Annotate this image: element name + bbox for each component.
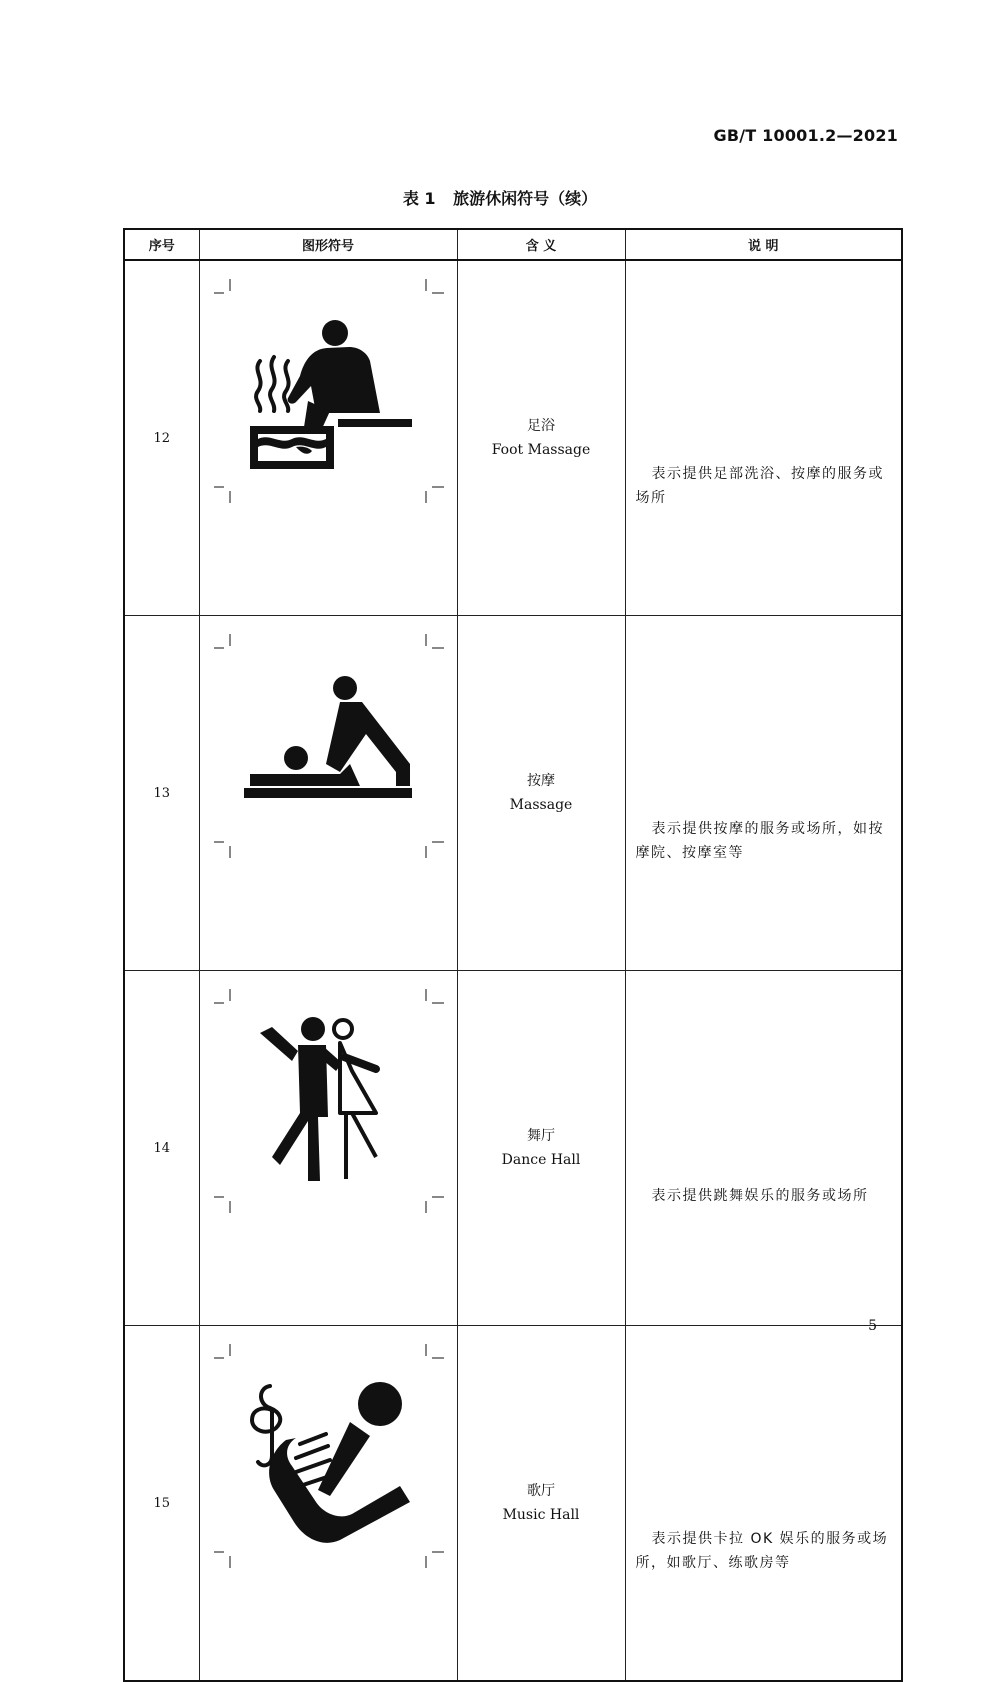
massage-icon <box>200 616 456 874</box>
description-cell <box>625 616 902 971</box>
column-header-meaning: 含 义 <box>457 229 625 260</box>
meaning-zh: 按摩 <box>527 773 555 789</box>
standard-code: GB/T 10001.2—2021 <box>713 126 898 145</box>
description-text: 表示提供跳舞娱乐的服务或场所 <box>651 1188 869 1204</box>
symbol-cell <box>199 1326 457 1682</box>
dance-hall-icon <box>200 971 456 1229</box>
meaning-zh: 歌厅 <box>527 1483 555 1499</box>
table-row <box>124 260 902 616</box>
column-header-symbol: 图形符号 <box>199 229 457 260</box>
symbol-cell <box>199 616 457 971</box>
table-label: 表 1 <box>402 189 436 208</box>
meaning-cell <box>457 616 625 971</box>
table-row <box>124 616 902 971</box>
music-hall-icon <box>200 1326 456 1584</box>
table-header-row <box>124 229 902 260</box>
symbol-cell <box>199 260 457 616</box>
table-row <box>124 971 902 1326</box>
description-text: 表示提供按摩的服务或场所，如按摩院、按摩室等 <box>635 821 884 861</box>
symbols-table <box>123 228 903 1682</box>
meaning-zh: 舞厅 <box>527 1128 555 1144</box>
meaning-en: Foot Massage <box>491 442 591 458</box>
row-number: 13 <box>124 616 199 971</box>
description-text: 表示提供卡拉 OK 娱乐的服务或场所，如歌厅、练歌房等 <box>635 1531 889 1571</box>
meaning-cell <box>457 1326 625 1682</box>
symbol-cell <box>199 971 457 1326</box>
description-cell <box>625 971 902 1326</box>
meaning-cell <box>457 260 625 616</box>
column-header-number: 序号 <box>124 229 199 260</box>
meaning-zh: 足浴 <box>527 418 555 434</box>
foot-massage-icon <box>200 261 456 519</box>
page-number: 5 <box>868 1318 877 1334</box>
meaning-en: Dance Hall <box>501 1152 581 1168</box>
meaning-cell <box>457 971 625 1326</box>
table-row <box>124 1326 902 1682</box>
row-number: 12 <box>124 260 199 616</box>
meaning-en: Music Hall <box>502 1507 580 1523</box>
table-title <box>0 186 1000 209</box>
row-number: 14 <box>124 971 199 1326</box>
column-header-description: 说 明 <box>625 229 902 260</box>
description-text: 表示提供足部洗浴、按摩的服务或场所 <box>635 466 884 506</box>
table-name: 旅游休闲符号（续） <box>453 189 598 208</box>
description-cell <box>625 1326 902 1682</box>
row-number: 15 <box>124 1326 199 1682</box>
meaning-en: Massage <box>509 797 573 813</box>
description-cell <box>625 260 902 616</box>
